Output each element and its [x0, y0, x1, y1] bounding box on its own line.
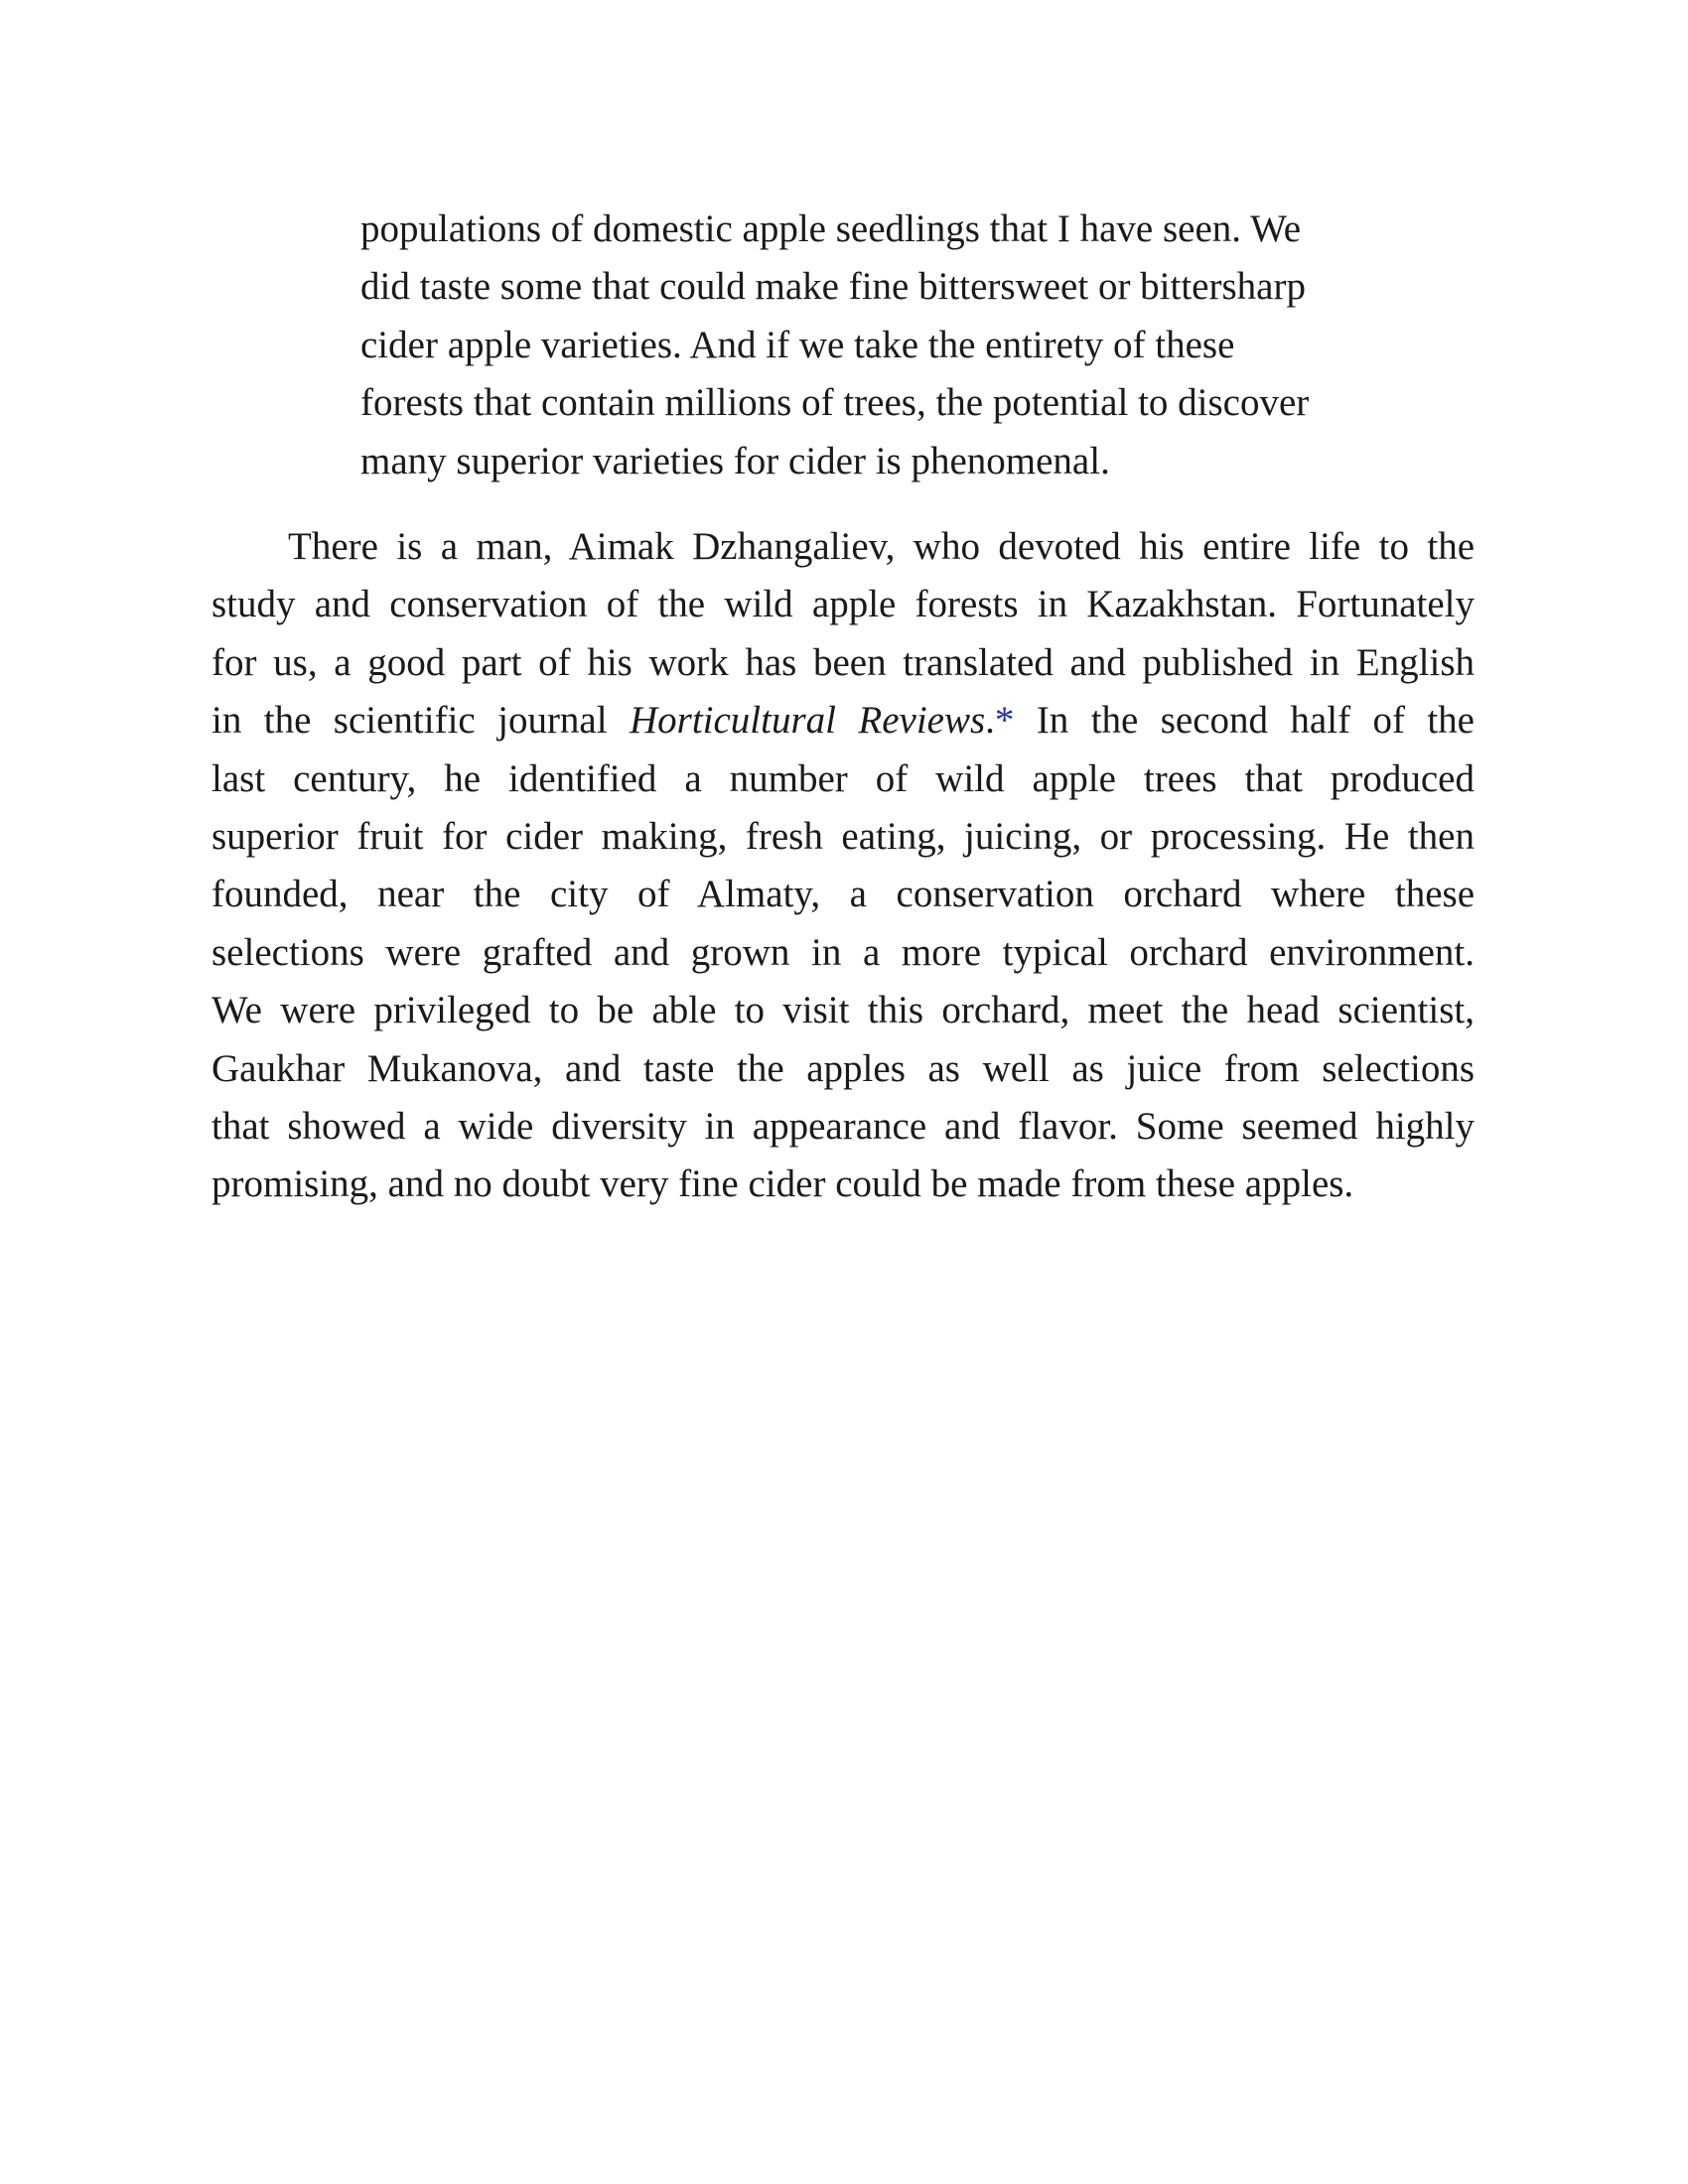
quote-line: cider apple varieties. And if we take the entirety of these: [360, 323, 1235, 366]
quote-line: forests that contain millions of trees, the potential to discover: [360, 381, 1310, 425]
paragraph-line: last century, he identified a number of wild apple trees that produced: [211, 756, 1475, 800]
paragraph-text: In the second half of the: [1014, 699, 1475, 743]
paragraph-line: There is a man, Aimak Dzhangaliev, who devoted his entire life to the: [288, 525, 1475, 568]
paragraph-line: for us, a good part of his work has been translated and published in English: [211, 640, 1475, 684]
paragraph-line: study and conservation of the wild apple forests in Kazakhstan. Fortunately: [211, 583, 1475, 626]
body-paragraph: [211, 518, 1475, 1214]
quote-line: populations of domestic apple seedlings that I have seen. We: [360, 207, 1302, 250]
quote-line: did taste some that could make fine bittersweet or bittersharp: [360, 265, 1306, 309]
paragraph-line: Gaukhar Mukanova, and taste the apples as well as juice from selections: [211, 1046, 1475, 1090]
journal-title: Horticultural Reviews: [629, 699, 986, 743]
footnote-marker-link[interactable]: *: [994, 699, 1015, 743]
paragraph-line: that showed a wide diversity in appearance and flavor. Some seemed highly: [211, 1105, 1475, 1149]
quote-line: many superior varieties for cider is phenomenal.: [360, 439, 1110, 482]
period: .: [985, 699, 995, 743]
paragraph-line: founded, near the city of Almaty, a conservation orchard where these: [211, 873, 1475, 916]
paragraph-line: selections were grafted and grown in a more typical orchard environment.: [211, 930, 1475, 974]
paragraph-line: superior fruit for cider making, fresh eating, juicing, or processing. He then: [211, 815, 1475, 859]
paragraph-text: in the scientific journal: [211, 699, 630, 743]
block-quote: [360, 201, 1393, 490]
paragraph-line: We were privileged to be able to visit this orchard, meet the head scientist,: [211, 989, 1475, 1032]
paragraph-line-with-citation: [211, 692, 1475, 750]
paragraph-line: promising, and no doubt very fine cider could be made from these apples.: [211, 1162, 1354, 1206]
